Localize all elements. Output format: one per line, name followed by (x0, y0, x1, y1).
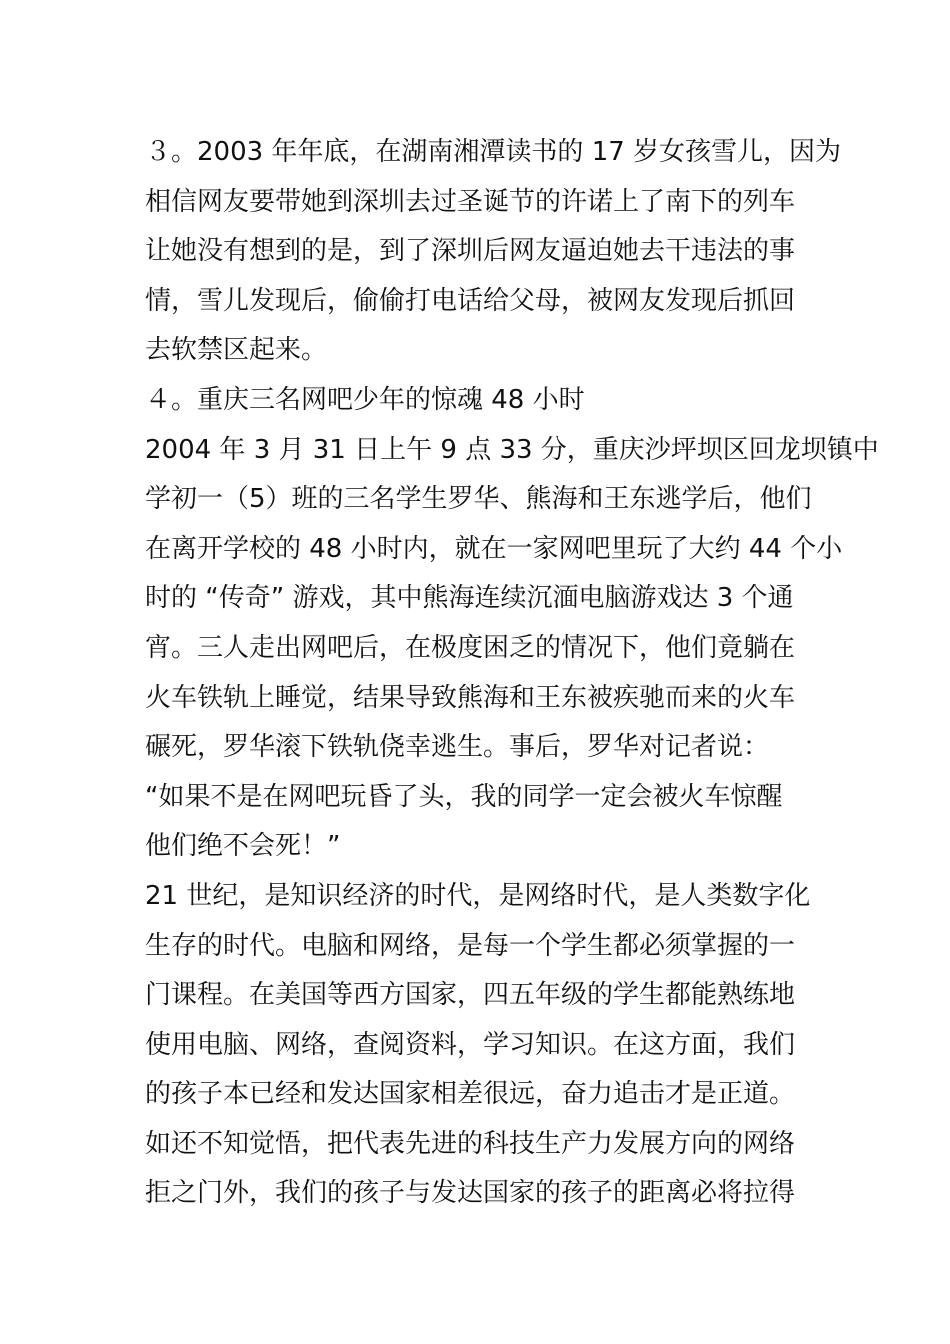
text-line: ３。2003 年年底，在湖南湘潭读书的 17 岁女孩雪儿，因为 (145, 137, 842, 167)
body-text (145, 128, 879, 1219)
text-line: 火车铁轨上睡觉，结果导致熊海和王东被疾驰而来的火车 (145, 682, 796, 713)
text-line: 时的 “传奇” 游戏，其中熊海连续沉湎电脑游戏达 3 个通 (145, 583, 794, 614)
text-line: 生存的时代。电脑和网络，是每一个学生都必须掌握的一 (145, 930, 796, 961)
text-line: 相信网友要带她到深圳去过圣诞节的许诺上了南下的列车 (145, 186, 796, 217)
text-line: 让她没有想到的是，到了深圳后网友逼迫她去干违法的事 (145, 236, 796, 267)
text-line: 在离开学校的 48 小时内，就在一家网吧里玩了大约 44 个小 (145, 533, 843, 564)
text-line: 的孩子本已经和发达国家相差很远，奋力追击才是正道。 (145, 1079, 796, 1110)
text-line: 使用电脑、网络，查阅资料，学习知识。在这方面，我们 (145, 1029, 796, 1060)
text-line: 情，雪儿发现后，偷偷打电话给父母，被网友发现后抓回 (145, 285, 796, 316)
text-line: 如还不知觉悟，把代表先进的科技生产力发展方向的网络 (145, 1128, 796, 1159)
text-line: 去软禁区起来。 (145, 335, 328, 366)
text-line: 碾死，罗华滚下铁轨侥幸逃生。事后，罗华对记者说： (145, 732, 770, 763)
text-line: 21 世纪，是知识经济的时代，是网络时代，是人类数字化 (145, 880, 811, 911)
text-line: 宵。三人走出网吧后，在极度困乏的情况下，他们竟躺在 (145, 632, 796, 663)
text-line: 他们绝不会死！” (145, 831, 341, 862)
text-line: 2004 年 3 月 31 日上午 9 点 33 分，重庆沙坪坝区回龙坝镇中 (145, 434, 879, 465)
text-line: 拒之门外，我们的孩子与发达国家的孩子的距离必将拉得 (145, 1178, 796, 1209)
section-heading: ４。重庆三名网吧少年的惊魂 48 小时 (145, 384, 585, 415)
text-line: “如果不是在网吧玩昏了头，我的同学一定会被火车惊醒 (145, 781, 783, 812)
text-line: 门课程。在美国等西方国家，四五年级的学生都能熟练地 (145, 980, 796, 1011)
text-line: 学初一（5）班的三名学生罗华、熊海和王东逃学后，他们 (145, 484, 812, 515)
